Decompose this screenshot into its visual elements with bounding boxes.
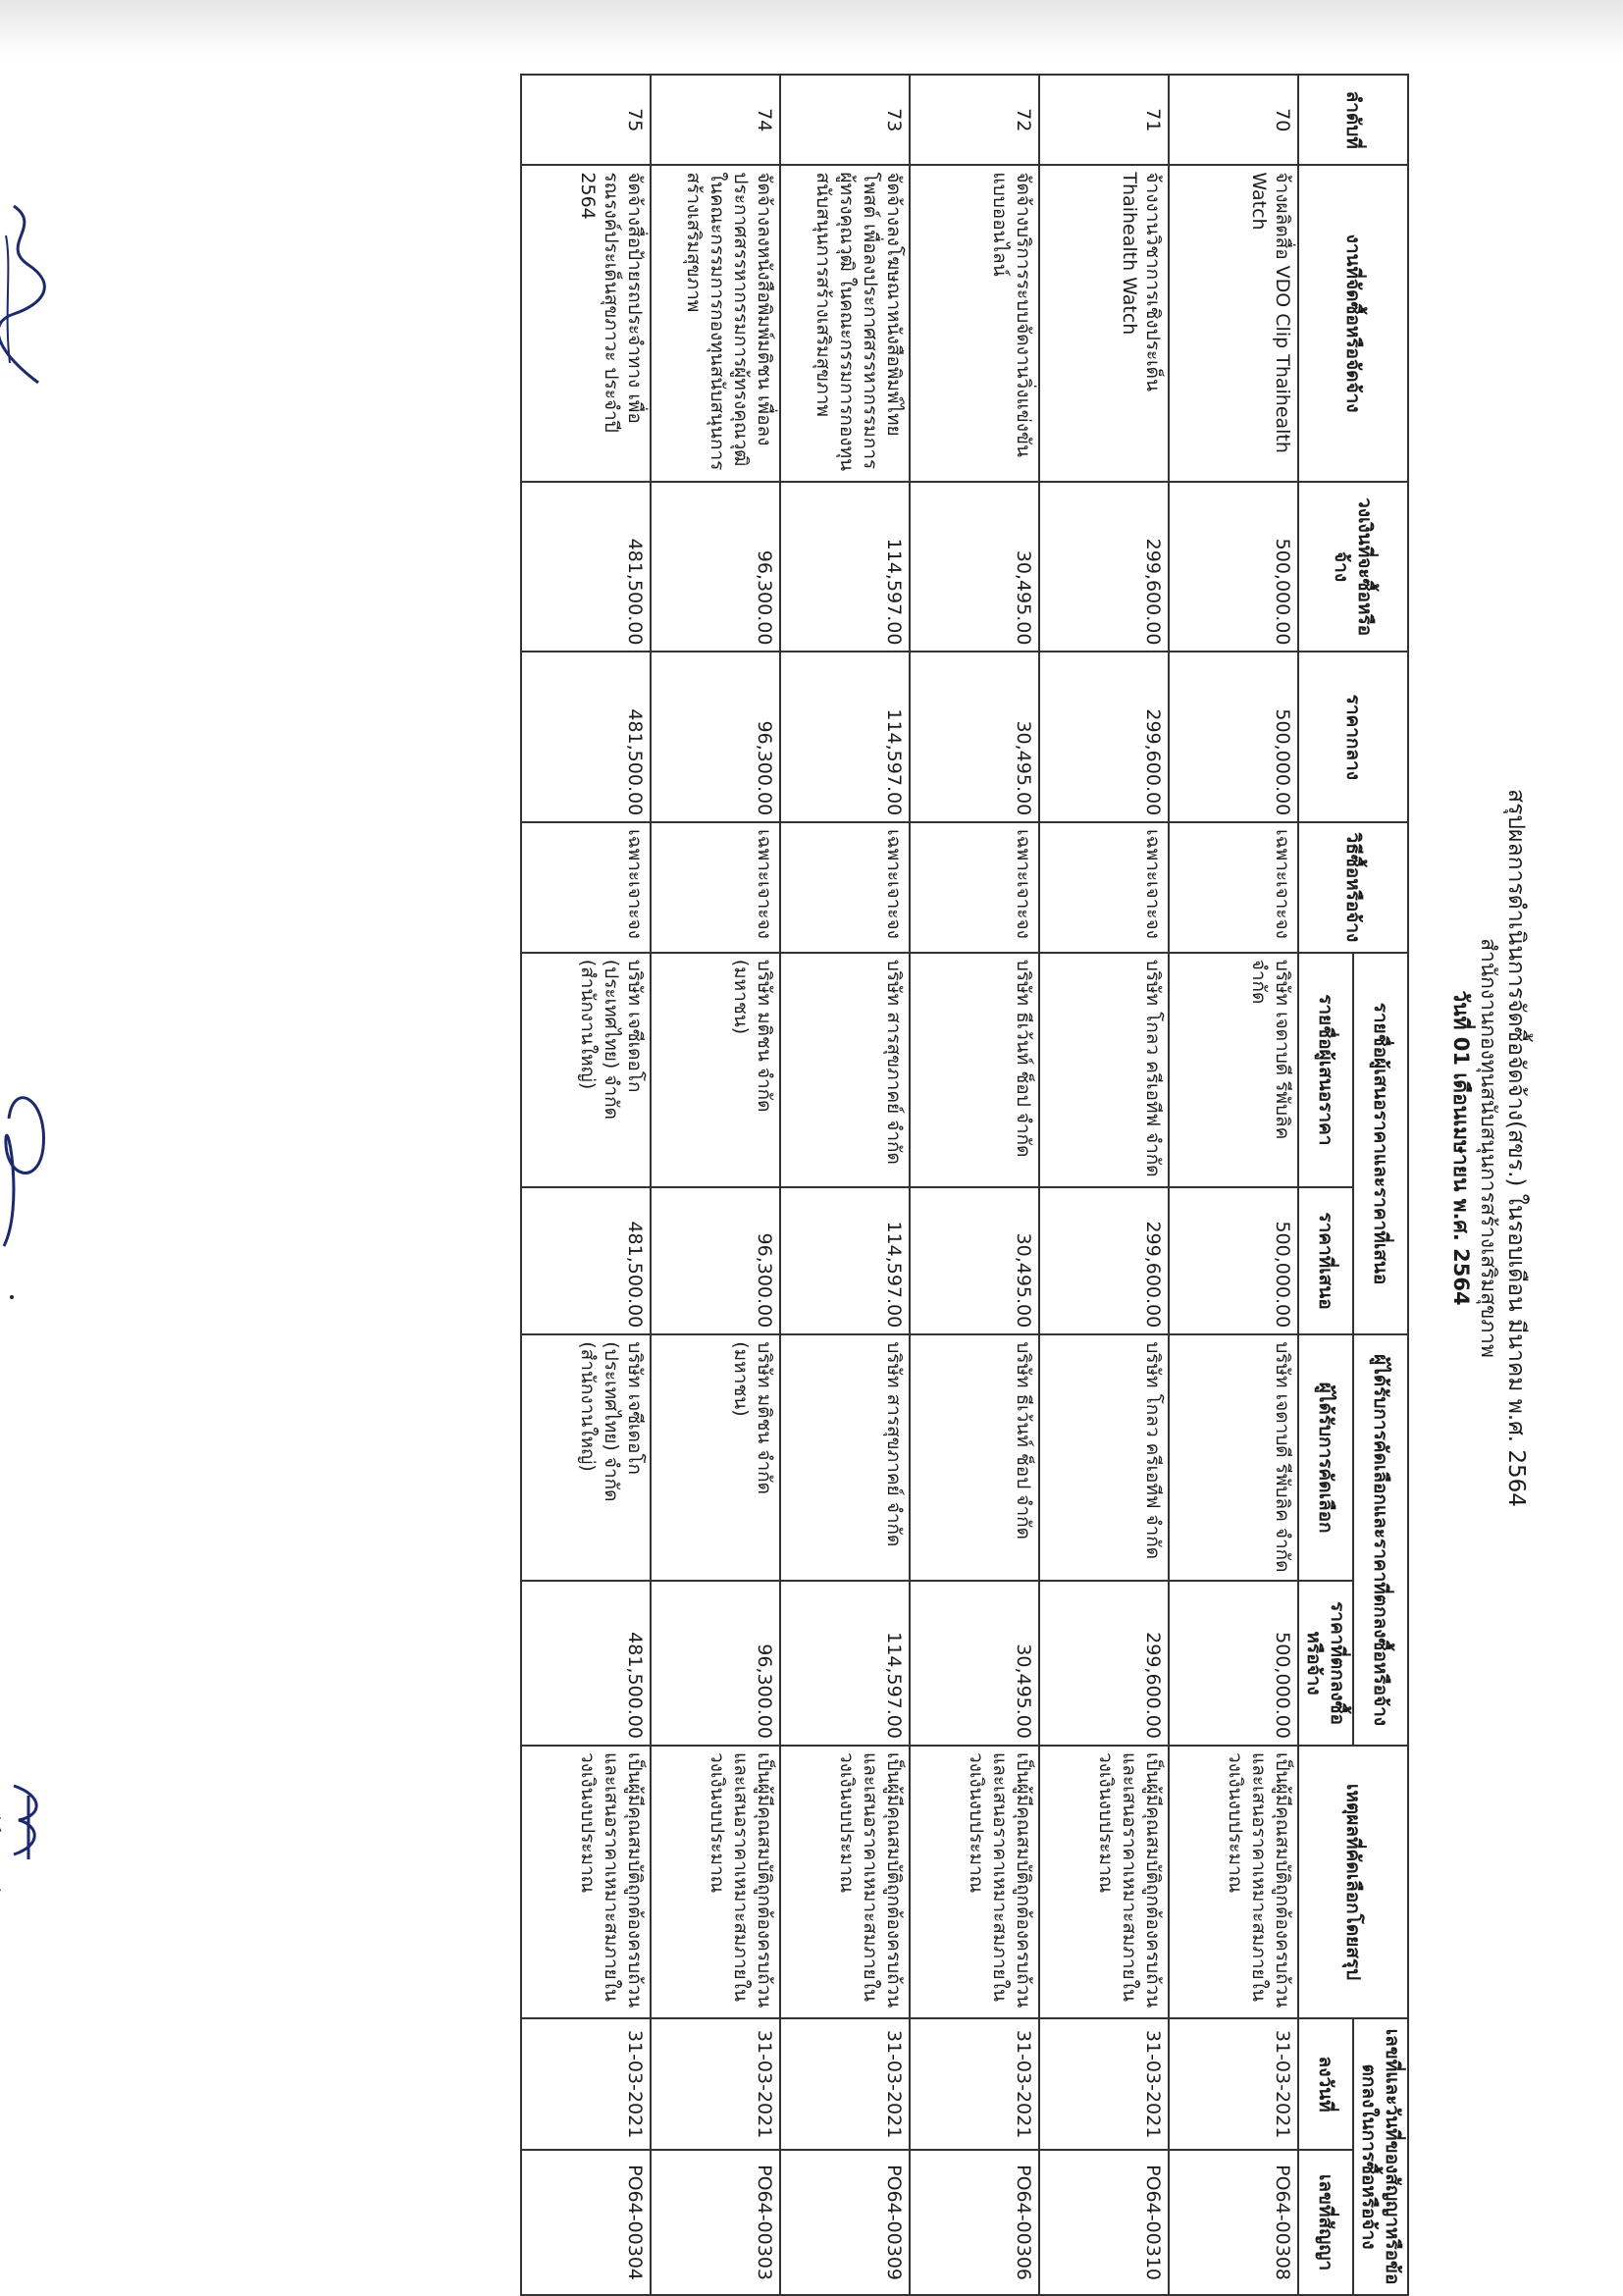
row-date: 31-03-2021: [910, 2018, 1039, 2150]
signature-block-preparer: [0, 118, 53, 471]
col-contract-group-header: เลขที่และวันที่ของสัญญาหรือข้อตกลงในการซื้อหรือจ้าง: [1353, 2018, 1408, 2295]
row-median: 114,597.00: [780, 652, 910, 822]
ink-dot: [10, 1295, 14, 1299]
row-winner: บริษัท โกลว ครีเอทีฟ จำกัด: [1039, 1334, 1169, 1581]
row-reason: เป็นผู้มีคุณสมบัติถูกต้องครบถ้วนและเสนอราคาเหมาะสมภายในวงเงินงบประมาณ: [651, 1746, 780, 2018]
row-method: เฉพาะเจาะจง: [780, 822, 910, 953]
row-bid: 30,495.00: [910, 1187, 1039, 1334]
table-row: [780, 75, 910, 2295]
row-reason: เป็นผู้มีคุณสมบัติถูกต้องครบถ้วนและเสนอราคาเหมาะสมภายในวงเงินงบประมาณ: [780, 1746, 910, 2018]
row-reason: เป็นผู้มีคุณสมบัติถูกต้องครบถ้วนและเสนอราคาเหมาะสมภายในวงเงินงบประมาณ: [1169, 1746, 1298, 2018]
row-median: 30,495.00: [910, 652, 1039, 822]
row-bidder: บริษัท มติชน จำกัด (มหาชน): [651, 953, 780, 1187]
row-winner: บริษัท สารสุขภาคย์ จำกัด: [780, 1334, 910, 1581]
row-price: 96,300.00: [651, 1581, 780, 1746]
row-budget: 114,597.00: [780, 482, 910, 652]
row-price: 481,500.00: [521, 1581, 651, 1746]
row-no: 75: [521, 75, 651, 165]
col-reason-header: เหตุผลที่คัดเลือกโดยสรุป: [1298, 1746, 1408, 2018]
row-bid: 481,500.00: [521, 1187, 651, 1334]
row-budget: 30,495.00: [910, 482, 1039, 652]
col-budget-header: วงเงินที่จะซื้อหรือจ้าง: [1298, 482, 1408, 652]
row-no: 74: [651, 75, 780, 165]
row-median: 500,000.00: [1169, 652, 1298, 822]
row-date: 31-03-2021: [1039, 2018, 1169, 2150]
document-title: [1447, 0, 1530, 2296]
table-row: [651, 75, 780, 2295]
row-median: 96,300.00: [651, 652, 780, 822]
row-work: จ้างผลิตสื่อ VDO Clip Thaihealth Watch: [1169, 165, 1298, 481]
row-contract: PO64-00309: [780, 2150, 910, 2295]
row-bidder: บริษัท เจซีเดอโก (ประเทศไทย) จำกัด (สำนักงานใหญ่): [521, 953, 651, 1187]
row-method: เฉพาะเจาะจง: [1039, 822, 1169, 953]
row-median: 481,500.00: [521, 652, 651, 822]
col-method-header: วิธีซื้อหรือจ้าง: [1298, 822, 1408, 953]
row-bidder: บริษัท สารสุขภาคย์ จำกัด: [780, 953, 910, 1187]
title-line-3: วันที่ 01 เดือนเมษายน พ.ศ. 2564: [1449, 990, 1473, 1306]
row-no: 73: [780, 75, 910, 165]
col-no-header: ลำดับที่: [1298, 75, 1408, 165]
row-work: จัดจ้างลงหนังสือพิมพ์มติชน เพื่อลงประกาศสรรหากรรมการผู้ทรงคุณวุฒิ ในคณะกรรมการกองทุนสนับสนุนการสร้างเสริมสุขภาพ: [651, 165, 780, 481]
row-reason: เป็นผู้มีคุณสมบัติถูกต้องครบถ้วนและเสนอราคาเหมาะสมภายในวงเงินงบประมาณ: [1039, 1746, 1169, 2018]
row-contract: PO64-00310: [1039, 2150, 1169, 2295]
row-method: เฉพาะเจาะจง: [521, 822, 651, 953]
col-contract-no-header: เลขที่สัญญา: [1298, 2150, 1353, 2295]
row-contract: PO64-00306: [910, 2150, 1039, 2295]
row-reason: เป็นผู้มีคุณสมบัติถูกต้องครบถ้วนและเสนอราคาเหมาะสมภายในวงเงินงบประมาณ: [521, 1746, 651, 2018]
row-budget: 96,300.00: [651, 482, 780, 652]
title-line-1: สรุปผลการดำเนินการจัดซื้อจัดจ้าง(สขร.) ในรอบเดือน มีนาคม พ.ศ. 2564: [1503, 789, 1529, 1507]
row-budget: 481,500.00: [521, 482, 651, 652]
row-price: 299,600.00: [1039, 1581, 1169, 1746]
row-reason: เป็นผู้มีคุณสมบัติถูกต้องครบถ้วนและเสนอราคาเหมาะสมภายในวงเงินงบประมาณ: [910, 1746, 1039, 2018]
row-winner: บริษัท เจดาบดี รีพับลิค จำกัด: [1169, 1334, 1298, 1581]
table-row: [521, 75, 651, 2295]
row-no: 72: [910, 75, 1039, 165]
col-bidder-name-header: รายชื่อผู้เสนอราคา: [1298, 953, 1353, 1187]
row-method: เฉพาะเจาะจง: [651, 822, 780, 953]
row-contract: PO64-00303: [651, 2150, 780, 2295]
row-date: 31-03-2021: [651, 2018, 780, 2150]
row-no: 71: [1039, 75, 1169, 165]
col-work-header: งานที่จัดซื้อหรือจัดจ้าง: [1298, 165, 1408, 481]
col-agreed-price-header: ราคาที่ตกลงซื้อหรือจ้าง: [1298, 1581, 1353, 1746]
row-bid: 500,000.00: [1169, 1187, 1298, 1334]
col-median-header: ราคากลาง: [1298, 652, 1408, 822]
row-price: 114,597.00: [780, 1581, 910, 1746]
row-bid: 114,597.00: [780, 1187, 910, 1334]
title-line-2: สำนักงานกองทุนสนับสนุนการสร้างเสริมสุขภาพ: [1477, 938, 1500, 1358]
signature-scribble: [0, 196, 53, 392]
row-contract: PO64-00308: [1169, 2150, 1298, 2295]
row-bid: 299,600.00: [1039, 1187, 1169, 1334]
row-winner: บริษัท มติชน จำกัด (มหาชน): [651, 1334, 780, 1581]
head-name: [0, 1648, 2, 2002]
signature-block-head: [0, 1648, 53, 2002]
row-bidder: บริษัท เจดาบดี รีพับลิค จำกัด: [1169, 953, 1298, 1187]
row-method: เฉพาะเจาะจง: [910, 822, 1039, 953]
row-work: จัดจ้างบริการระบบจัดงานวิ่งแข่งขันแบบออนไลน์: [910, 165, 1039, 481]
row-budget: 500,000.00: [1169, 482, 1298, 652]
row-budget: 299,600.00: [1039, 482, 1169, 652]
row-price: 30,495.00: [910, 1581, 1039, 1746]
row-winner: บริษัท เจซีเดอโก (ประเทศไทย) จำกัด (สำนักงานใหญ่): [521, 1334, 651, 1581]
col-date-header: ลงวันที่: [1298, 2018, 1353, 2150]
col-selected-group-header: ผู้ได้รับการคัดเลือกและราคาที่ตกลงซื้อหรือจ้าง: [1353, 1334, 1408, 1746]
table-row: [1039, 75, 1169, 2295]
signature-scribble: [4, 1766, 53, 1884]
procurement-table: [520, 74, 1409, 2296]
col-bid-price-header: ราคาที่เสนอ: [1298, 1187, 1353, 1334]
row-winner: บริษัท ธีเว้นท์ ช็อป จำกัด: [910, 1334, 1039, 1581]
row-work: จัดจ้างสื่อป้ายรถประจำทาง เพื่อรณรงค์ประเด็นสุขภาวะ ประจำปี 2564: [521, 165, 651, 481]
row-date: 31-03-2021: [521, 2018, 651, 2150]
signature-scribble: [0, 1060, 53, 1256]
row-bidder: บริษัท ธีเว้นท์ ช็อป จำกัด: [910, 953, 1039, 1187]
table-row: [1169, 75, 1298, 2295]
row-contract: PO64-00304: [521, 2150, 651, 2295]
row-work: จัดจ้างลงโฆษณาหนังสือพิมพ์ไทยโพสต์ เพื่อลงประกาศสรรหากรรมการผู้ทรงคุณวุฒิ ในคณะกรรมการกองทุนสนับสนุนการสร้างเสริมสุขภาพ: [780, 165, 910, 481]
row-bidder: บริษัท โกลว ครีเอทีฟ จำกัด: [1039, 953, 1169, 1187]
signature-block-reviewer: [0, 981, 53, 1334]
col-bidders-group-header: รายชื่อผู้เสนอราคาและราคาที่เสนอ: [1353, 953, 1408, 1335]
row-date: 31-03-2021: [780, 2018, 910, 2150]
row-method: เฉพาะเจาะจง: [1169, 822, 1298, 953]
row-median: 299,600.00: [1039, 652, 1169, 822]
row-work: จ้างงานวิชาการเชิงประเด็น Thaihealth Watch: [1039, 165, 1169, 481]
row-date: 31-03-2021: [1169, 2018, 1298, 2150]
row-bid: 96,300.00: [651, 1187, 780, 1334]
row-no: 70: [1169, 75, 1298, 165]
col-selected-name-header: ผู้ได้รับการคัดเลือก: [1298, 1334, 1353, 1581]
table-row: [910, 75, 1039, 2295]
row-price: 500,000.00: [1169, 1581, 1298, 1746]
